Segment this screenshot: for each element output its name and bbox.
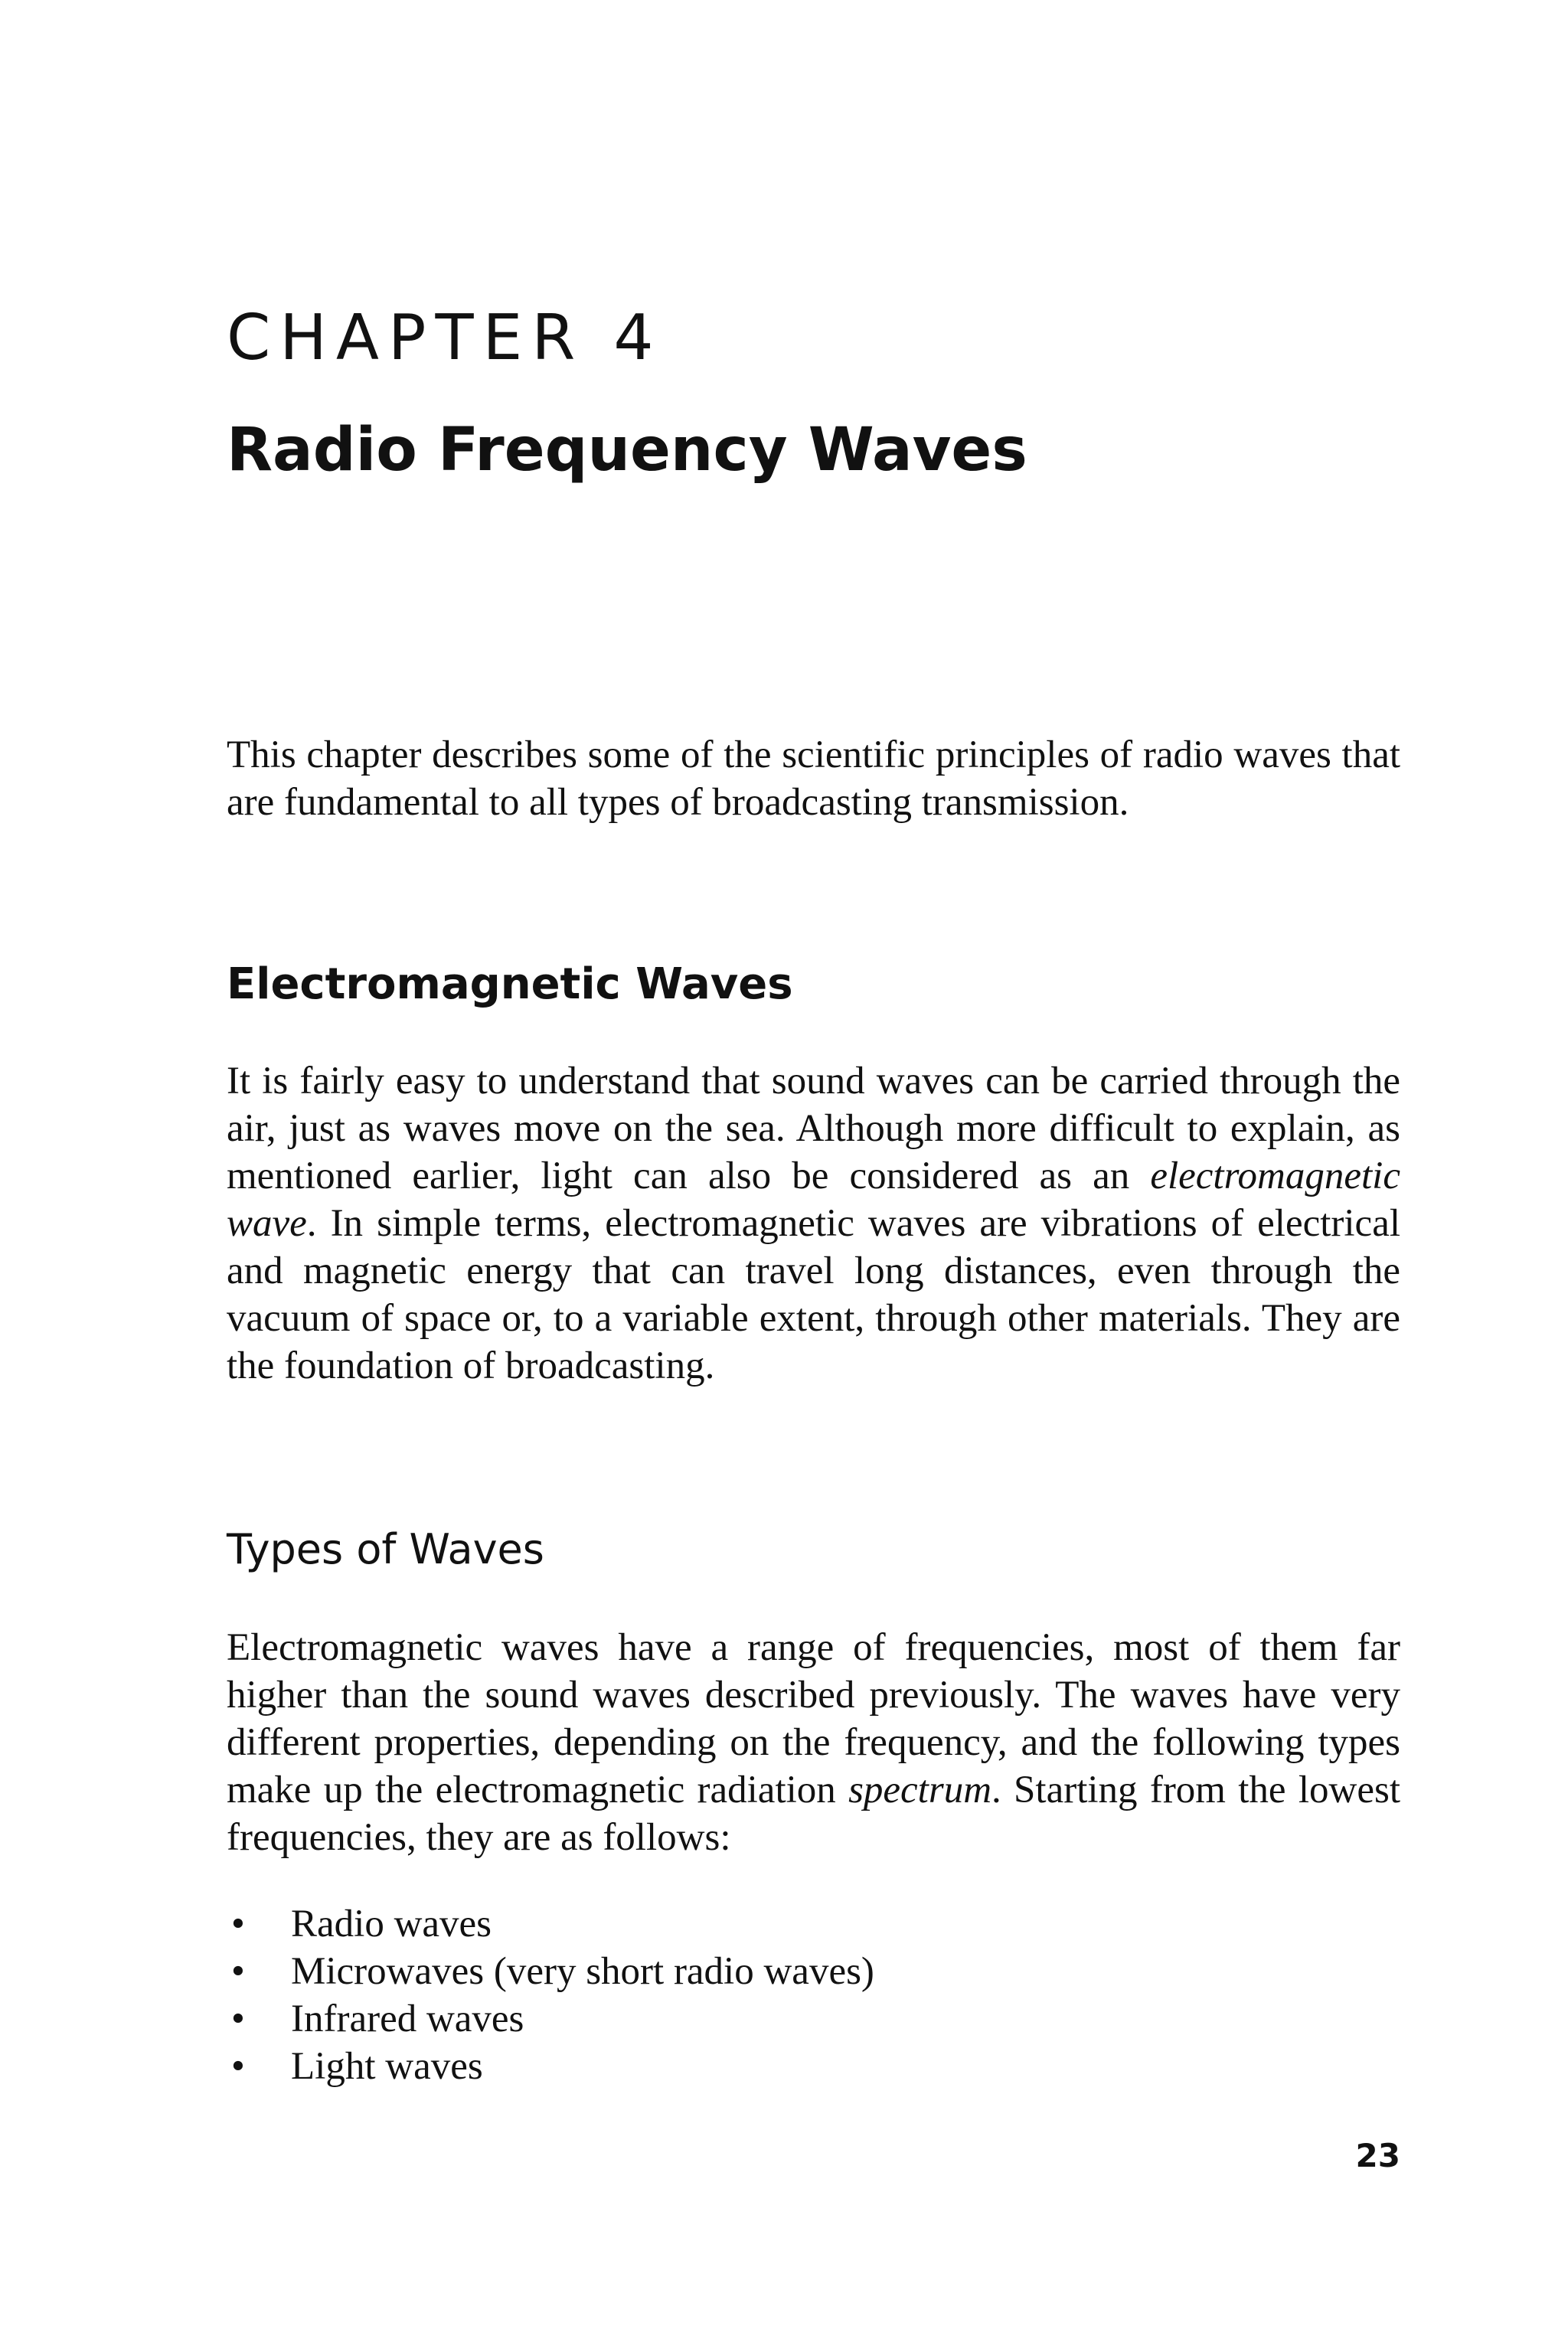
types-of-waves-paragraph <box>227 1624 1400 1861</box>
bullet-icon: • <box>231 2045 245 2088</box>
list-item <box>227 1900 874 1948</box>
paragraph-text: It is fairly easy to understand that sound waves can be carried through the air, just as waves move on the sea. Although more difficult to explain, as mentioned earlier, light can also be considered as an <box>227 1060 1400 1197</box>
wave-types-list <box>227 1900 874 2090</box>
chapter-label: CHAPTER 4 <box>227 302 663 374</box>
subsection-heading: Types of Waves <box>227 1525 544 1573</box>
emphasis-term: spectrum <box>848 1769 992 1811</box>
bullet-icon: • <box>231 1903 245 1945</box>
list-item-label: Light waves <box>291 2045 483 2088</box>
paragraph-text: . Starting from the lowest frequencies, they are as follows: <box>227 1769 1400 1859</box>
list-item-label: Radio waves <box>291 1903 492 1945</box>
list-item <box>227 1948 874 1995</box>
bullet-icon: • <box>231 1998 245 2040</box>
list-item <box>227 2043 874 2090</box>
list-item-label: Infrared waves <box>291 1998 524 2040</box>
section-heading: Electromagnetic Waves <box>227 959 793 1009</box>
list-item <box>227 1995 874 2043</box>
paragraph-text: . In simple terms, electromagnetic waves are vibrations of electrical and magnetic energy that can travel long distances, even through the vacuum of space or, to a variable extent, through other materials. They are the foundation of broadcasting. <box>227 1202 1400 1387</box>
list-item-label: Microwaves (very short radio waves) <box>291 1950 874 1993</box>
intro-paragraph: This chapter describes some of the scientific principles of radio waves that are fundamental to all types of broadcasting transmission. <box>227 733 1400 824</box>
electromagnetic-waves-paragraph <box>227 1057 1400 1390</box>
page-number: 23 <box>1355 2137 1400 2174</box>
paragraph-text: Electromagnetic waves have a range of frequencies, most of them far higher than the sound waves described previously. The waves have very different properties, depending on the frequency, and the following types make up the electromagnetic radiation <box>227 1626 1400 1811</box>
bullet-icon: • <box>231 1950 245 1993</box>
emphasis-term: electromagnetic wave <box>227 1155 1400 1245</box>
chapter-title: Radio Frequency Waves <box>227 416 1027 485</box>
